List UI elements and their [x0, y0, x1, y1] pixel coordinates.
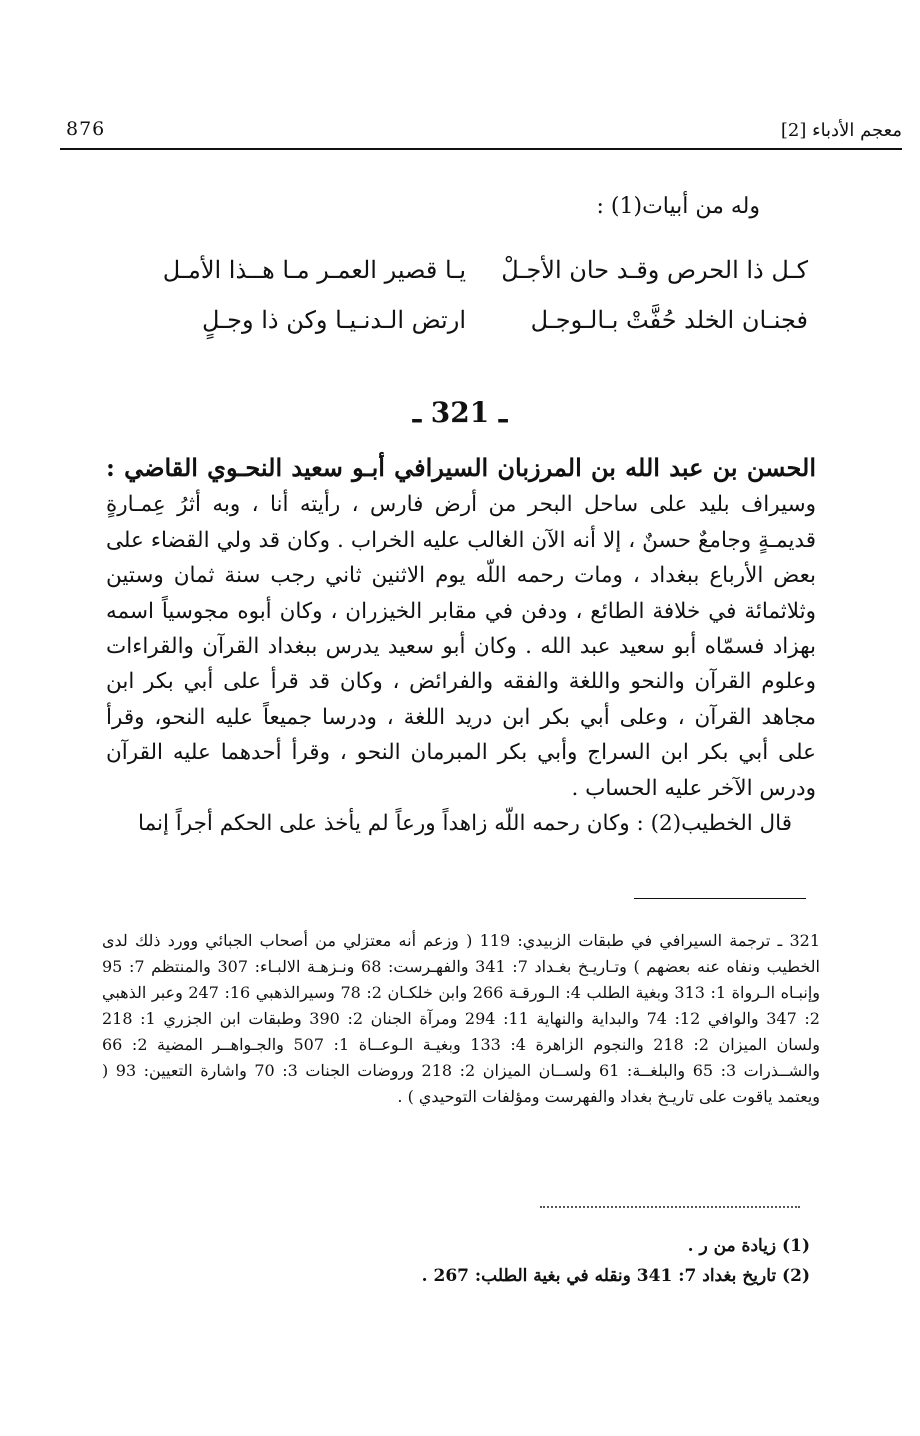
poem-intro: وله من أبيات(1) : — [596, 194, 760, 219]
biography-paragraph-2: قال الخطيب(2) : وكان رحمه اللّه زاهداً ورعاً لم يأخذ على الحكم أجراً إنما — [138, 811, 792, 837]
page-number: 876 — [66, 118, 106, 140]
biography-body: وسيراف بليد على ساحل البحر من أرض فارس ، رأيته أنا ، وبه أثرُ عِمـارةٍ قديمـةٍ وجامعٌ حسنٌ ، إلا أنه الآن الغالب عليه الخراب . وكان قد ولي القضاء على بعض الأرباع ببغداد ، ومات رحمه اللّه يوم الاثنين ثاني رجب سنة ثمان وستين وثلاثمائة في خلافة الطائع ، ودفن في مقابر الخيزران ، وكان أبوه مجوسياً اسمه بهزاد فسمّاه أبو سعيد عبد الله . وكان أبو سعيد يدرس ببغداد القرآن والقراءات وعلوم القرآن والنحو واللغة والفقه والفرائض ، وكان قد قرأ على أبي بكر ابن مجاهد القرآن ، وعلى أبي بكر ابن دريد اللغة ، ودرسا جميعاً عليه النحو، وقرأ على أبي بكر ابن السراج وأبي بكر المبرمان النحو ، وقرأ أحدهما عليه القرآن ودرس الآخر عليه الحساب . — [106, 492, 816, 801]
biography-text — [106, 450, 816, 841]
verse-2-second-hemistich: فجنـان الخلد حُفَّتْ بـالـوجـل — [530, 306, 808, 334]
bibliography-note — [102, 928, 820, 1110]
footnote-1: (1) زيادة من ر . — [687, 1236, 810, 1256]
verse-2-first-hemistich: ارتض الـدنـيـا وكن ذا وجـلٍ — [201, 306, 466, 334]
footnote-2: (2) تاريخ بغداد 7: 341 ونقله في بغية الطلب: 267 . — [421, 1266, 810, 1286]
verse-1-first-hemistich: يـا قصير العمـر مـا هــذا الأمـل — [162, 256, 466, 284]
biography-name: الحسن بن عبد الله بن المرزبان السيرافي أبـو سعيد النحـوي القاضي : — [106, 453, 816, 482]
biography-paragraph-1 — [106, 450, 816, 806]
header-rule — [60, 148, 902, 150]
entry-number: ـ 321 ـ — [412, 396, 508, 429]
bibliography-text: 321 ـ ترجمة السيرافي في طبقات الزبيدي: 119 ( وزعم أنه معتزلي من أصحاب الجبائي وورد ذلك لدى الخطيب ونفاه عنه بعضهم ) وتـاريـخ بغـداد 7: 341 والفهـرست: 68 ونـزهـة الالبـاء: 307 والمنتظم 7: 95 وإنبـاه الـرواة 1: 313 وبغية الطلب 4: الـورقـة 266 وابن خلكـان 2: 78 وسيرالذهبي 16: 247 وعبر الذهبي 2: 347 والوافي 12: 74 والبداية والنهاية 11: 294 ومرآة الجنان 2: 390 وطبقات ابن الجزري 1: 218 ولسان الميزان 2: 218 والنجوم الزاهرة 4: 133 وبغيـة الـوعــاة 1: 507 والجـواهــر المضية 2: 66 والشــذرات 3: 65 والبلغــة: 61 ولســان الميزان 2: 218 وروضات الجنات 3: 70 واشارة التعيين: 93 ( ويعتمد ياقوت على تاريـخ بغداد والفهرست ومؤلفات التوحيدي ) . — [102, 931, 821, 1106]
footnotes-dotted-separator — [540, 1206, 800, 1208]
notes-separator-rule — [634, 898, 806, 899]
verse-1-second-hemistich: كـل ذا الحرص وقـد حان الأجـلْ — [501, 256, 808, 284]
running-title: معجم الأدباء [2] — [780, 120, 902, 141]
